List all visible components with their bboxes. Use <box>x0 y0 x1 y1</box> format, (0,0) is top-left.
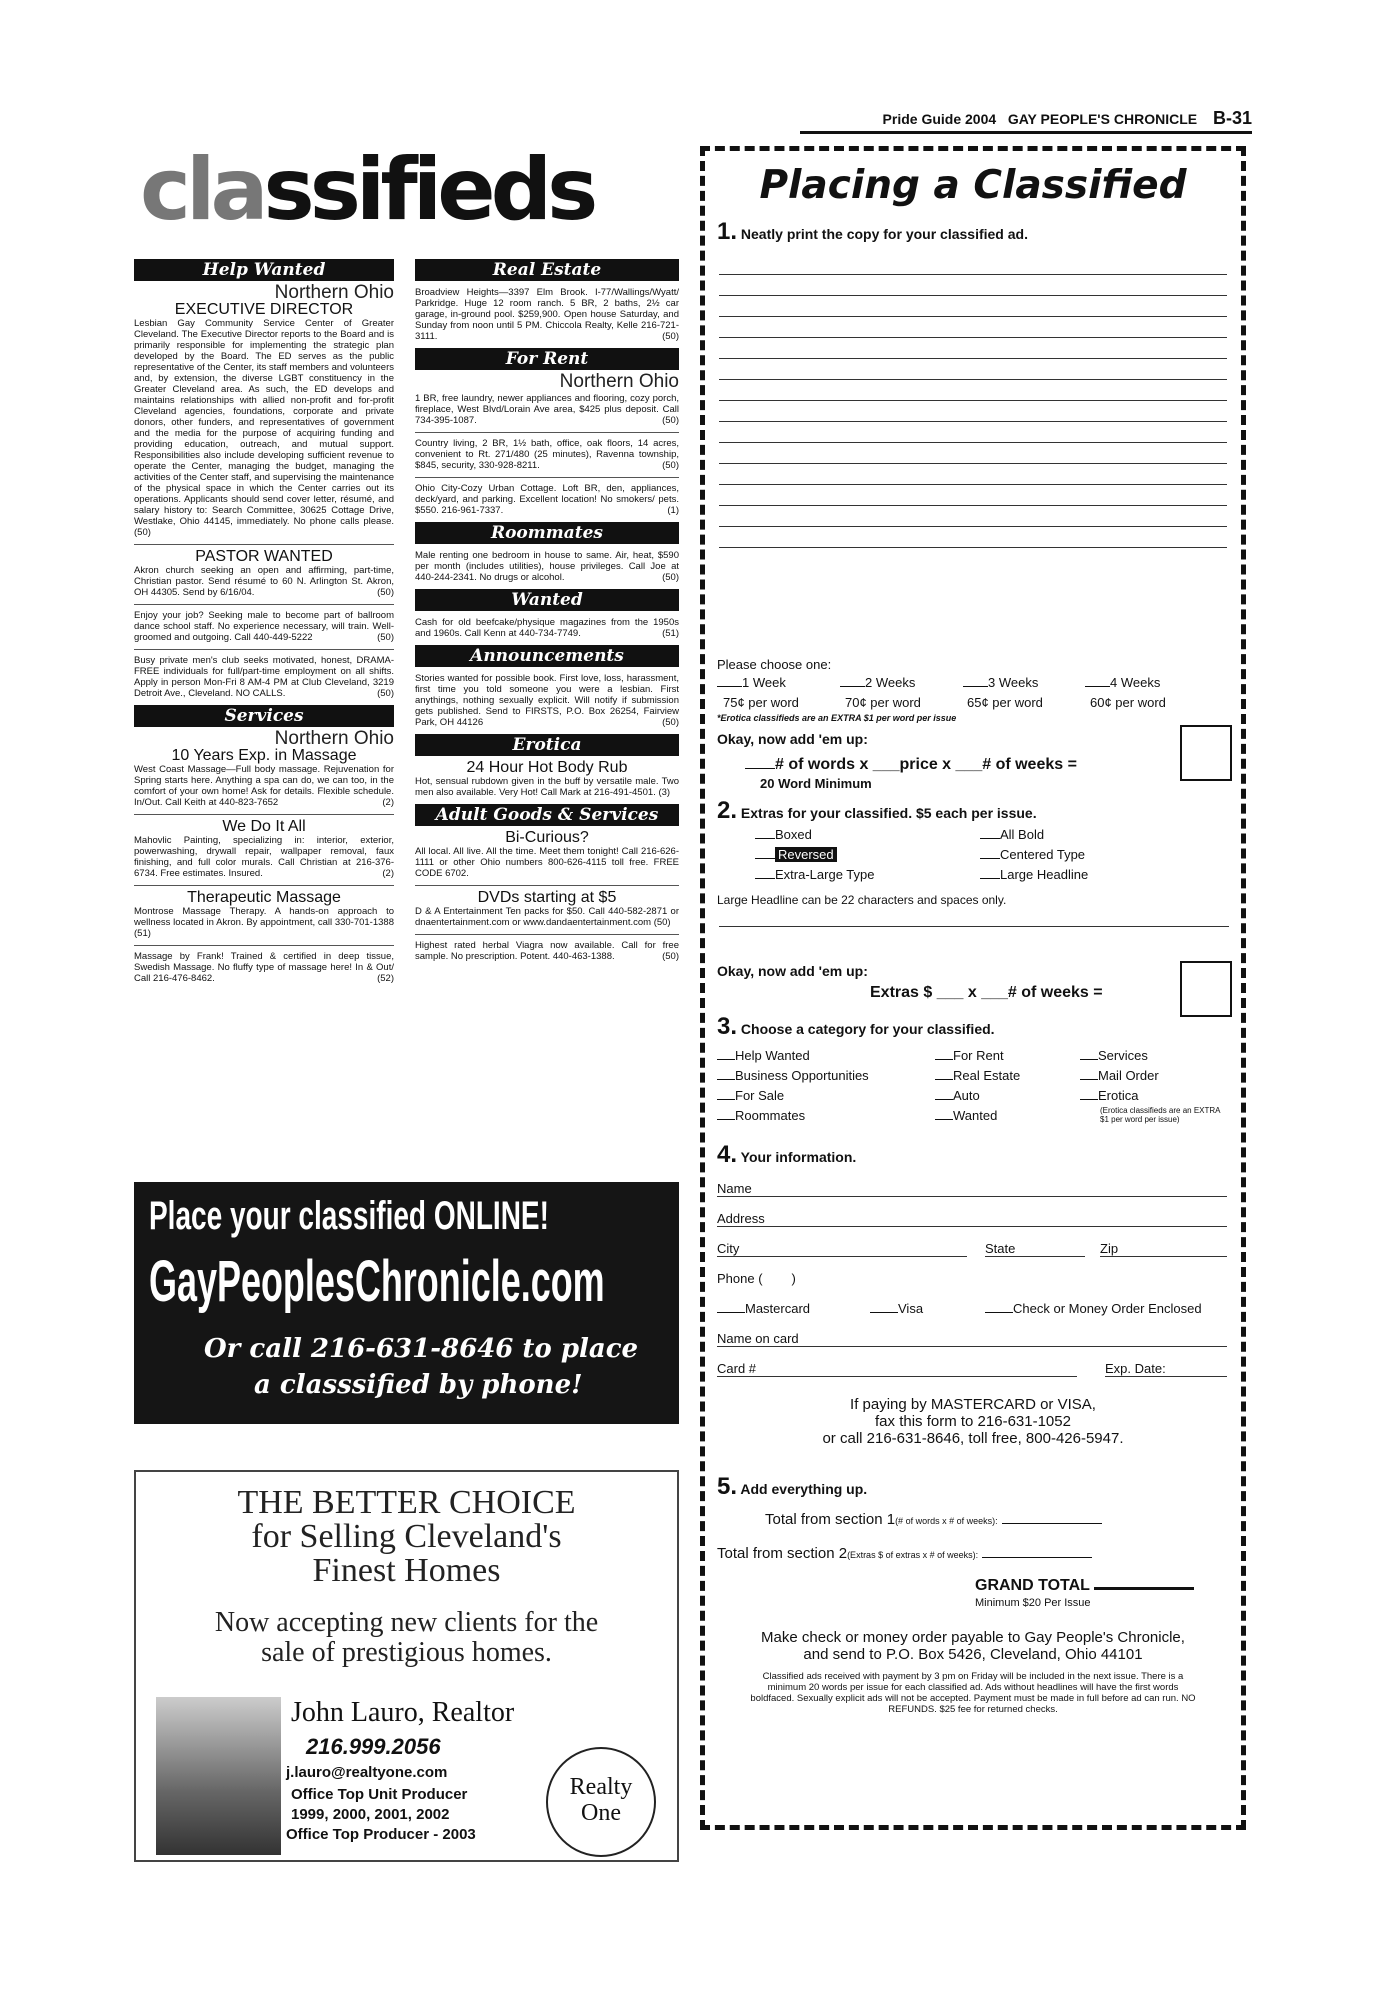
category-option[interactable]: For Rent <box>935 1048 1004 1063</box>
ad-text: Montrose Massage Therapy. A hands-on approach to wellness located in Akron. By appointment, call 330-701-1388 (51) <box>134 906 394 939</box>
for-rent-bar: For Rent <box>415 348 679 370</box>
region-label: Northern Ohio <box>274 282 394 303</box>
ad-text: West Coast Massage—Full body massage. Rejuvenation for Spring starts here. Anything a spa can do, we can too, in the comfort of your own home! Ask for details. Flexible schedule. In/Out. Call Keith at 440-823-7652 (2) <box>134 764 394 808</box>
headline-line[interactable] <box>719 926 1229 927</box>
realty-subhead: Now accepting new clients for the <box>214 1607 599 1638</box>
promo-line: Or call 216-631-8646 to place <box>204 1334 639 1364</box>
realtor-award: Office Top Unit Producer <box>291 1786 468 1803</box>
ad-text: 1 BR, free laundry, newer appliances and flooring, cozy porch, fireplace, West Blvd/Lorain Ave area, $425 plus deposit. Call 734-395-1087. (50) <box>415 393 679 426</box>
ad-text: Massage by Frank! Trained & certified in deep tissue, Swedish Massage. No fluffy type of massage here! In & Out/ Call 216-476-8462. (52) <box>134 951 394 984</box>
payment-option[interactable]: Mastercard <box>717 1301 810 1316</box>
erotica-note: *Erotica classifieds are an EXTRA $1 per word per issue <box>717 713 957 723</box>
price-label: 65¢ per word <box>967 695 1043 710</box>
ad-title: DVDs starting at $5 <box>477 889 617 906</box>
realty-one-logo: Realty One <box>546 1747 656 1857</box>
ad-text: Busy private men's club seeks motivated, honest, DRAMA-FREE individuals for full/part-time employment on all shifts. Apply in person Mon-Fri 8 AM-4 PM at Club Cleveland, 3219 Detroit Ave., Cleveland. NO CALLS. (50) <box>134 655 394 699</box>
headline-note: Large Headline can be 22 characters and spaces only. <box>717 893 1007 907</box>
ad-title: We Do It All <box>222 818 306 835</box>
grand-min: Minimum $20 Per Issue <box>975 1597 1091 1609</box>
card-number-field[interactable]: Card # <box>717 1361 1077 1377</box>
min-label: 20 Word Minimum <box>760 776 872 791</box>
payment-option[interactable]: Visa <box>870 1301 923 1316</box>
ad-title: EXECUTIVE DIRECTOR <box>174 301 354 318</box>
ad-text: Cash for old beefcake/physique magazines from the 1950s and 1960s. Call Kenn at 440-734-7749. (51) <box>415 617 679 639</box>
total-section-1[interactable]: Total from section 1(# of words x # of weeks): <box>765 1511 1102 1528</box>
category-option[interactable]: Auto <box>935 1088 980 1103</box>
erotica-bar: Erotica <box>415 734 679 756</box>
realtor-email[interactable]: j.lauro@realtyone.com <box>286 1764 448 1781</box>
week-option[interactable]: 1 Week <box>717 675 786 690</box>
ad-text: All local. All live. All the time. Meet them tonight! Call 216-626-1111 or other Ohio numbers 800-626-4115 toll free. FREE CODE 6702. <box>415 846 679 879</box>
section-5: 5. Add everything up. <box>717 1473 868 1500</box>
page-number: B-31 <box>1212 108 1252 128</box>
exp-date-field[interactable]: Exp. Date: <box>1105 1361 1227 1377</box>
ad-text: Male renting one bedroom in house to same. Air, heat, $590 per month (includes utilities), house privileges. Call Joe at 440-244-2341. No drugs or alcohol. (50) <box>415 550 679 583</box>
phone-field[interactable]: Phone ( ) <box>717 1271 796 1286</box>
fine-print: Classified ads received with payment by 3 pm on Friday will be included in the next issue. There is a minimum 20 words per issue for each classified ad. Ads without headlines will have the first words boldfaced. Sexually explicit ads will not be accepted. Payment must be made in full before ad can run. NO REFUNDS. $25 fee for returned checks. <box>750 1671 1196 1715</box>
total-box-1[interactable] <box>1180 725 1232 781</box>
section-2: 2. Extras for your classified. $5 each per issue. <box>717 797 1037 824</box>
region-label: Northern Ohio <box>559 371 679 392</box>
ad-copy-lines[interactable] <box>705 254 1241 548</box>
city-field[interactable]: City <box>717 1241 967 1257</box>
left-column <box>134 255 394 990</box>
category-option[interactable]: Real Estate <box>935 1068 1020 1083</box>
realtor-name: John Lauro, Realtor <box>291 1697 515 1728</box>
price-label: 60¢ per word <box>1090 695 1166 710</box>
roommates-bar: Roommates <box>415 522 679 544</box>
category-option[interactable]: Erotica <box>1080 1088 1138 1103</box>
realtor-award: 1999, 2000, 2001, 2002 <box>291 1806 450 1823</box>
ad-text: Country living, 2 BR, 1½ bath, office, oak floors, 14 acres, convenient to Rt. 271/480 (25 minutes), Ravenna township, $845, security, 330-928-8211. (50) <box>415 438 679 471</box>
online-promo-ad <box>134 1182 679 1424</box>
realtor-award: Office Top Producer - 2003 <box>286 1826 476 1843</box>
add-up-label: Okay, now add 'em up: <box>717 731 868 747</box>
week-option[interactable]: 2 Weeks <box>840 675 915 690</box>
payment-option[interactable]: Check or Money Order Enclosed <box>985 1301 1202 1316</box>
pub-name: Pride Guide 2004 <box>882 111 997 127</box>
realtor-photo <box>156 1697 281 1855</box>
ad-text: Highest rated herbal Viagra now available. Call for free sample. No prescription. Potent. 440-463-1388. (50) <box>415 940 679 962</box>
extra-option[interactable]: Boxed <box>755 827 812 842</box>
category-option[interactable]: Mail Order <box>1080 1068 1159 1083</box>
mailing-instructions: Make check or money order payable to Gay People's Chronicle, and send to P.O. Box 5426, Cleveland, Ohio 44101 <box>761 1629 1185 1663</box>
total-box-2[interactable] <box>1180 961 1232 1017</box>
category-option[interactable]: Help Wanted <box>717 1048 810 1063</box>
realty-headline: Finest Homes <box>312 1552 501 1589</box>
ad-text: Hot, sensual rubdown given in the buff by versatile male. Two men also available. Very Hot! Call Mark at 216-491-4501. (3) <box>415 776 679 798</box>
ad-title: 10 Years Exp. in Massage <box>171 747 357 764</box>
form-title: Placing a Classified <box>759 163 1187 208</box>
week-option[interactable]: 4 Weeks <box>1085 675 1160 690</box>
ad-text: Lesbian Gay Community Service Center of Greater Cleveland. The Executive Director reports to the Board and is primarily responsible for implementing the strategic plan developed by the Board. The ED serves as the public representative of the Center, its staff members and volunteers and, by extension, the diverse LGBT constituency in the Greater Cleveland area. As such, the ED develops and maintains relationships with allied non-profit and for-profit Cleveland agencies, foundations, corporate and private donors, other funders, and representatives of government and the media for the purpose of acquiring funding and providing education, outreach, and mutual support. Responsibilities also include developing sufficient revenue to operate the Center, managing the budget, managing the activities of the Center staff, and supervising the maintenance of the physical space in which the Center carries out its operations. Applicants should send cover letter, résumé, and salary history to: Search Committee, 30625 Cottage Drive, Westlake, Ohio 44145, immediately. No phone calls please. (50) <box>134 318 394 538</box>
price-label: 70¢ per word <box>845 695 921 710</box>
extra-option[interactable]: All Bold <box>980 827 1044 842</box>
adult-goods-bar: Adult Goods & Services <box>415 804 679 826</box>
ad-text: Mahovlic Painting, specializing in: interior, exterior, powerwashing, drywall repair, wallpaper removal, faux finishing, and full color murals. Call Christian at 216-376-6734. Free estimates. Insured. (2) <box>134 835 394 879</box>
ad-text: Broadview Heights—3397 Elm Brook. I-77/Wallings/Wyatt/ Parkridge. Huge 12 room ranch. 5 BR, 2 baths, 2½ car garage, in-ground pool. $259,900. Open house Saturday, and Sunday from noon until 5 PM. Chiccola Realty, Kelle 216-721-3111. (50) <box>415 287 679 342</box>
section-4: 4. Your information. <box>717 1141 857 1168</box>
zip-field[interactable]: Zip <box>1100 1241 1227 1257</box>
ad-text: D & A Entertainment Ten packs for $50. Call 440-582-2871 or dnaentertainment.com or www.dandaentertainment.com (50) <box>415 906 679 928</box>
calc-line: Extras $ ___ x ___# of weeks = <box>870 984 1103 1001</box>
ad-text: Akron church seeking an open and affirming, part-time, Christian pastor. Send résumé to 60 N. Arlington St. Akron, OH 44305. Send by 6/16/04. (50) <box>134 565 394 598</box>
choose-label: Please choose one: <box>717 657 832 672</box>
extra-option[interactable]: Extra-Large Type <box>755 867 874 882</box>
realty-ad <box>134 1470 679 1862</box>
help-wanted-bar: Help Wanted <box>134 259 394 281</box>
category-note: (Erotica classifieds are an EXTRA $1 per word per issue) <box>1100 1106 1221 1124</box>
wanted-bar: Wanted <box>415 589 679 611</box>
ad-title: Therapeutic Massage <box>187 889 341 906</box>
ad-title: Bi-Curious? <box>505 829 589 846</box>
add-up-label: Okay, now add 'em up: <box>717 963 868 979</box>
ad-title: 24 Hour Hot Body Rub <box>466 759 628 776</box>
category-option[interactable]: Services <box>1080 1048 1148 1063</box>
fax-instructions: If paying by MASTERCARD or VISA, fax this form to 216-631-1052 or call 216-631-8646, toll free, 800-426-5947. <box>822 1396 1124 1447</box>
section-3: 3. Choose a category for your classified. <box>717 1013 995 1040</box>
category-option[interactable]: Roommates <box>717 1108 805 1123</box>
ad-text: Enjoy your job? Seeking male to become part of ballroom dance school staff. No experience necessary, will train. Well-groomed and outgoing. Call 440-449-5222 (50) <box>134 610 394 643</box>
category-option[interactable]: For Sale <box>717 1088 784 1103</box>
classifieds-logo: classifieds <box>140 140 594 240</box>
paper-name: GAY PEOPLE'S CHRONICLE <box>1007 111 1198 127</box>
extra-option[interactable]: Centered Type <box>980 847 1085 862</box>
ad-title: PASTOR WANTED <box>195 548 333 565</box>
extra-option[interactable]: Reversed <box>755 847 837 862</box>
category-option[interactable]: Business Opportunities <box>717 1068 869 1083</box>
extra-option[interactable]: Large Headline <box>980 867 1088 882</box>
name-field[interactable]: Name <box>717 1181 1227 1197</box>
price-label: 75¢ per word <box>723 695 799 710</box>
realty-headline: for Selling Cleveland's <box>251 1518 562 1555</box>
ad-text: Ohio City-Cozy Urban Cottage. Loft BR, den, appliances, deck/yard, and parking. Excellent location! No smokers/ pets. $550. 216-961-7337. (1) <box>415 483 679 516</box>
realty-subhead: sale of prestigious homes. <box>261 1637 552 1668</box>
announcements-bar: Announcements <box>415 645 679 667</box>
promo-url[interactable]: GayPeoplesChronicle.com <box>149 1249 605 1314</box>
category-option[interactable]: Wanted <box>935 1108 997 1123</box>
middle-column <box>415 255 679 968</box>
page-header <box>800 108 1252 134</box>
grand-total[interactable]: GRAND TOTAL <box>975 1577 1194 1595</box>
calc-line: # of words x ___price x ___# of weeks = <box>745 756 1077 774</box>
region-label: Northern Ohio <box>274 728 394 749</box>
realty-headline: THE BETTER CHOICE <box>237 1484 576 1521</box>
promo-line: a classsified by phone! <box>254 1370 583 1400</box>
realtor-phone: 216.999.2056 <box>306 1734 441 1759</box>
services-bar: Services <box>134 705 394 727</box>
week-option[interactable]: 3 Weeks <box>963 675 1038 690</box>
real-estate-bar: Real Estate <box>415 259 679 281</box>
address-field[interactable]: Address <box>717 1211 1227 1227</box>
total-section-2[interactable]: Total from section 2(Extras $ of extras x # of weeks): <box>717 1545 1092 1562</box>
classified-order-form <box>700 146 1246 1830</box>
promo-line: Place your classified ONLINE! <box>149 1194 549 1238</box>
state-field[interactable]: State <box>985 1241 1085 1257</box>
section-1: 1. Neatly print the copy for your classified ad. <box>717 218 1028 245</box>
ad-text: Stories wanted for possible book. First love, loss, harassment, first time you told someone you were a lesbian. First anythings, nothing sexually explicit. Will notify if submission gets published. Send to FIRSTS, P.O. Box 26254, Fairview Park, OH 44126 (50) <box>415 673 679 728</box>
name-on-card-field[interactable]: Name on card <box>717 1331 1227 1347</box>
